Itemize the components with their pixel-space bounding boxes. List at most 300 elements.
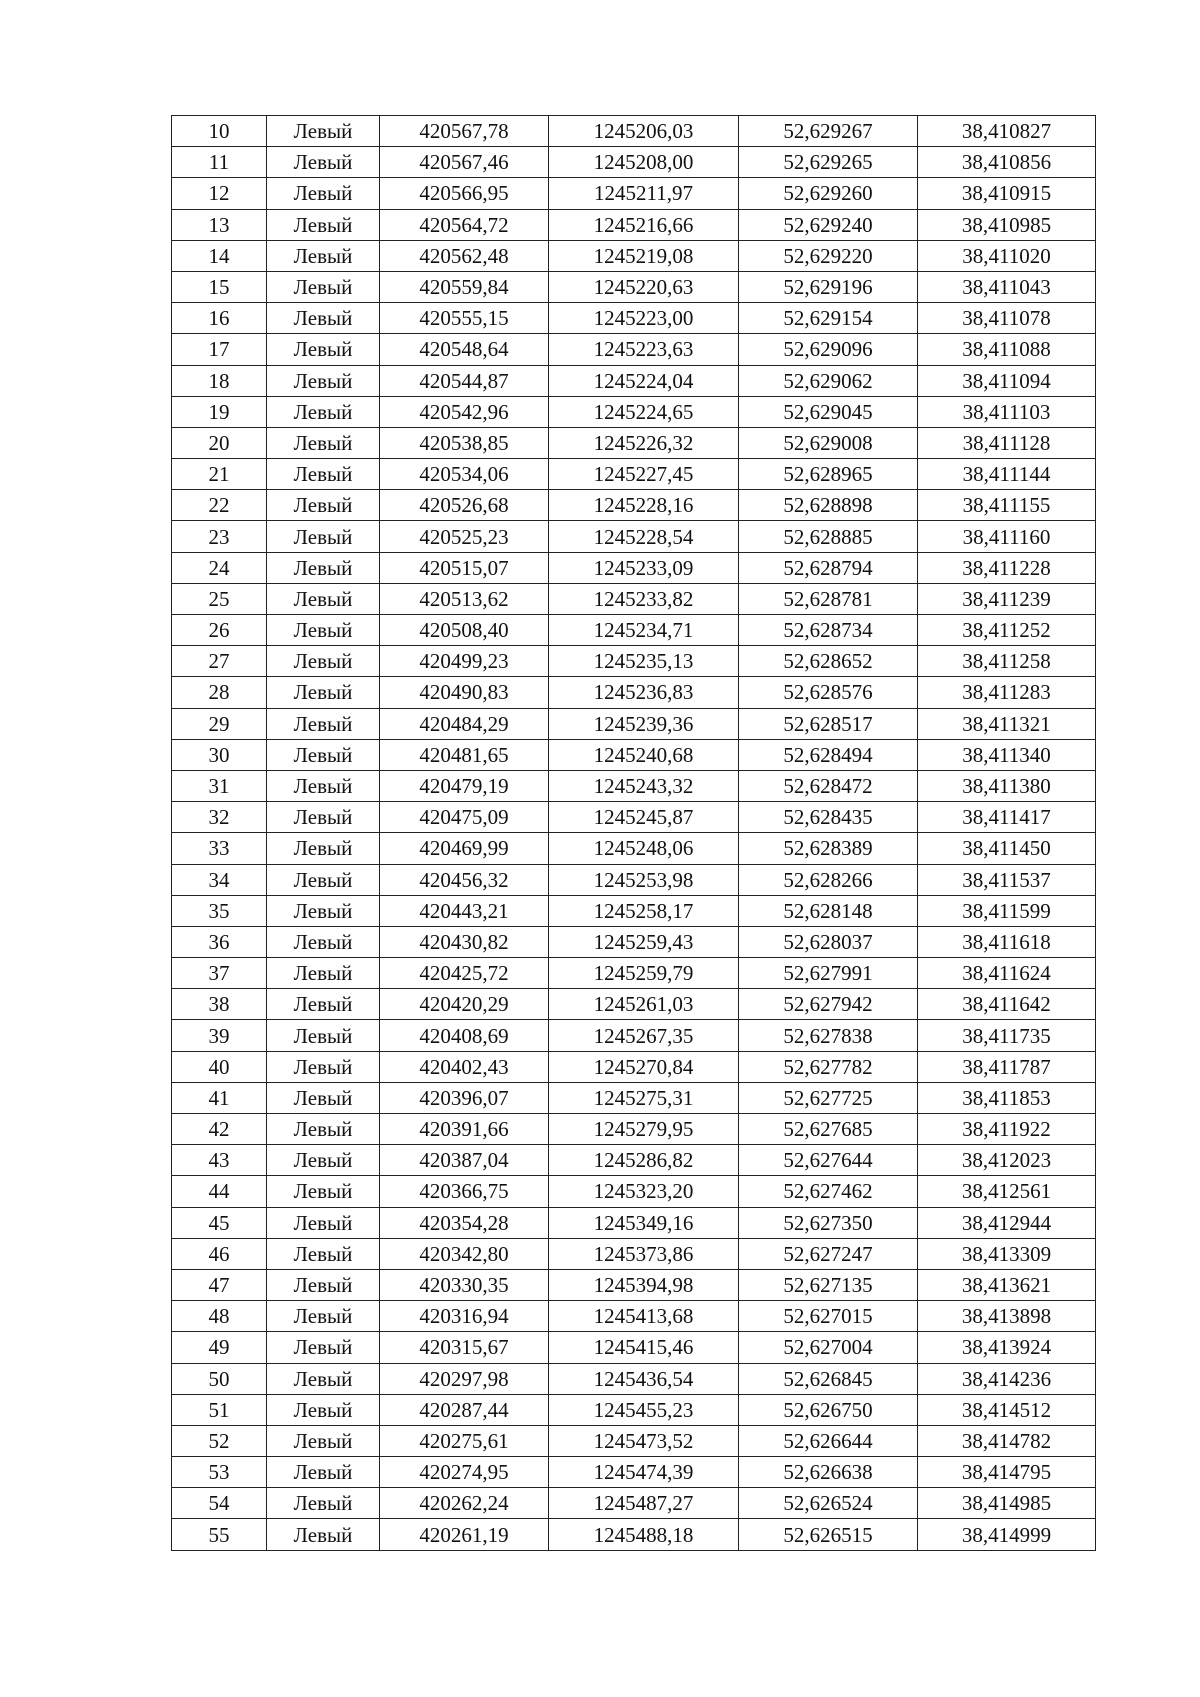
lon-cell: 38,411160 xyxy=(918,521,1096,552)
side-cell: Левый xyxy=(267,209,380,240)
table-row xyxy=(172,958,1096,989)
lat-cell: 52,629096 xyxy=(739,334,918,365)
table-row xyxy=(172,802,1096,833)
lon-cell: 38,411642 xyxy=(918,989,1096,1020)
lon-cell: 38,411283 xyxy=(918,677,1096,708)
table-row xyxy=(172,1488,1096,1519)
coord-y-cell: 1245211,97 xyxy=(549,178,739,209)
point-number-cell: 41 xyxy=(172,1082,267,1113)
coord-x-cell: 420567,78 xyxy=(380,116,549,147)
coord-x-cell: 420559,84 xyxy=(380,271,549,302)
lon-cell: 38,411228 xyxy=(918,552,1096,583)
lon-cell: 38,413621 xyxy=(918,1269,1096,1300)
lon-cell: 38,412023 xyxy=(918,1145,1096,1176)
point-number-cell: 21 xyxy=(172,459,267,490)
lat-cell: 52,628781 xyxy=(739,583,918,614)
lat-cell: 52,627685 xyxy=(739,1114,918,1145)
side-cell: Левый xyxy=(267,427,380,458)
table-row xyxy=(172,1082,1096,1113)
point-number-cell: 15 xyxy=(172,271,267,302)
side-cell: Левый xyxy=(267,1394,380,1425)
coord-y-cell: 1245233,09 xyxy=(549,552,739,583)
coord-x-cell: 420425,72 xyxy=(380,958,549,989)
lon-cell: 38,411450 xyxy=(918,833,1096,864)
side-cell: Левый xyxy=(267,958,380,989)
side-cell: Левый xyxy=(267,521,380,552)
point-number-cell: 36 xyxy=(172,926,267,957)
lon-cell: 38,411094 xyxy=(918,365,1096,396)
lat-cell: 52,627247 xyxy=(739,1238,918,1269)
lon-cell: 38,414985 xyxy=(918,1488,1096,1519)
point-number-cell: 51 xyxy=(172,1394,267,1425)
side-cell: Левый xyxy=(267,1238,380,1269)
table-row xyxy=(172,521,1096,552)
coord-y-cell: 1245258,17 xyxy=(549,895,739,926)
coord-y-cell: 1245227,45 xyxy=(549,459,739,490)
coord-y-cell: 1245474,39 xyxy=(549,1457,739,1488)
side-cell: Левый xyxy=(267,1488,380,1519)
lat-cell: 52,627725 xyxy=(739,1082,918,1113)
lon-cell: 38,414782 xyxy=(918,1425,1096,1456)
side-cell: Левый xyxy=(267,615,380,646)
table-row xyxy=(172,1363,1096,1394)
table-row xyxy=(172,209,1096,240)
point-number-cell: 18 xyxy=(172,365,267,396)
point-number-cell: 54 xyxy=(172,1488,267,1519)
lon-cell: 38,411380 xyxy=(918,770,1096,801)
table-row xyxy=(172,1425,1096,1456)
coord-y-cell: 1245394,98 xyxy=(549,1269,739,1300)
side-cell: Левый xyxy=(267,303,380,334)
point-number-cell: 17 xyxy=(172,334,267,365)
lat-cell: 52,627135 xyxy=(739,1269,918,1300)
coord-x-cell: 420287,44 xyxy=(380,1394,549,1425)
coord-y-cell: 1245219,08 xyxy=(549,240,739,271)
point-number-cell: 29 xyxy=(172,708,267,739)
lat-cell: 52,627942 xyxy=(739,989,918,1020)
table-row xyxy=(172,646,1096,677)
lat-cell: 52,628472 xyxy=(739,770,918,801)
point-number-cell: 47 xyxy=(172,1269,267,1300)
table-row xyxy=(172,926,1096,957)
table-row xyxy=(172,396,1096,427)
table-row xyxy=(172,583,1096,614)
coord-x-cell: 420538,85 xyxy=(380,427,549,458)
table-row xyxy=(172,1394,1096,1425)
side-cell: Левый xyxy=(267,1051,380,1082)
table-row xyxy=(172,490,1096,521)
coord-y-cell: 1245253,98 xyxy=(549,864,739,895)
lon-cell: 38,411321 xyxy=(918,708,1096,739)
lon-cell: 38,411922 xyxy=(918,1114,1096,1145)
lat-cell: 52,628885 xyxy=(739,521,918,552)
lon-cell: 38,411735 xyxy=(918,1020,1096,1051)
coord-y-cell: 1245226,32 xyxy=(549,427,739,458)
coord-y-cell: 1245323,20 xyxy=(549,1176,739,1207)
coord-x-cell: 420508,40 xyxy=(380,615,549,646)
lon-cell: 38,411340 xyxy=(918,739,1096,770)
table-row xyxy=(172,1114,1096,1145)
point-number-cell: 24 xyxy=(172,552,267,583)
coord-y-cell: 1245228,16 xyxy=(549,490,739,521)
table-row xyxy=(172,303,1096,334)
coord-y-cell: 1245234,71 xyxy=(549,615,739,646)
coord-x-cell: 420479,19 xyxy=(380,770,549,801)
point-number-cell: 40 xyxy=(172,1051,267,1082)
coordinates-table xyxy=(171,115,1096,1551)
lon-cell: 38,410827 xyxy=(918,116,1096,147)
lat-cell: 52,627991 xyxy=(739,958,918,989)
side-cell: Левый xyxy=(267,459,380,490)
lat-cell: 52,627462 xyxy=(739,1176,918,1207)
coord-x-cell: 420456,32 xyxy=(380,864,549,895)
table-row xyxy=(172,1238,1096,1269)
table-row xyxy=(172,147,1096,178)
point-number-cell: 50 xyxy=(172,1363,267,1394)
coord-x-cell: 420526,68 xyxy=(380,490,549,521)
coordinates-table-body xyxy=(172,116,1096,1551)
point-number-cell: 28 xyxy=(172,677,267,708)
coord-x-cell: 420261,19 xyxy=(380,1519,549,1550)
lon-cell: 38,414512 xyxy=(918,1394,1096,1425)
side-cell: Левый xyxy=(267,1145,380,1176)
table-row xyxy=(172,1051,1096,1082)
coord-x-cell: 420387,04 xyxy=(380,1145,549,1176)
side-cell: Левый xyxy=(267,365,380,396)
point-number-cell: 27 xyxy=(172,646,267,677)
side-cell: Левый xyxy=(267,334,380,365)
table-row xyxy=(172,677,1096,708)
table-row xyxy=(172,1457,1096,1488)
coord-x-cell: 420366,75 xyxy=(380,1176,549,1207)
table-row xyxy=(172,334,1096,365)
side-cell: Левый xyxy=(267,178,380,209)
side-cell: Левый xyxy=(267,770,380,801)
lon-cell: 38,411618 xyxy=(918,926,1096,957)
point-number-cell: 55 xyxy=(172,1519,267,1550)
lat-cell: 52,626750 xyxy=(739,1394,918,1425)
side-cell: Левый xyxy=(267,895,380,926)
coord-y-cell: 1245373,86 xyxy=(549,1238,739,1269)
coord-y-cell: 1245240,68 xyxy=(549,739,739,770)
table-row xyxy=(172,552,1096,583)
table-row xyxy=(172,708,1096,739)
coord-y-cell: 1245208,00 xyxy=(549,147,739,178)
coord-y-cell: 1245349,16 xyxy=(549,1207,739,1238)
table-row xyxy=(172,615,1096,646)
coord-x-cell: 420490,83 xyxy=(380,677,549,708)
coord-x-cell: 420564,72 xyxy=(380,209,549,240)
coord-x-cell: 420525,23 xyxy=(380,521,549,552)
table-row xyxy=(172,178,1096,209)
coord-x-cell: 420481,65 xyxy=(380,739,549,770)
lat-cell: 52,629196 xyxy=(739,271,918,302)
coord-y-cell: 1245228,54 xyxy=(549,521,739,552)
side-cell: Левый xyxy=(267,240,380,271)
side-cell: Левый xyxy=(267,552,380,583)
lon-cell: 38,411078 xyxy=(918,303,1096,334)
table-row xyxy=(172,1020,1096,1051)
side-cell: Левый xyxy=(267,802,380,833)
coord-y-cell: 1245223,63 xyxy=(549,334,739,365)
point-number-cell: 30 xyxy=(172,739,267,770)
coord-y-cell: 1245413,68 xyxy=(549,1301,739,1332)
table-row xyxy=(172,989,1096,1020)
coord-x-cell: 420402,43 xyxy=(380,1051,549,1082)
lat-cell: 52,626845 xyxy=(739,1363,918,1394)
lon-cell: 38,411239 xyxy=(918,583,1096,614)
coord-y-cell: 1245233,82 xyxy=(549,583,739,614)
point-number-cell: 11 xyxy=(172,147,267,178)
lon-cell: 38,413924 xyxy=(918,1332,1096,1363)
coord-x-cell: 420315,67 xyxy=(380,1332,549,1363)
table-row xyxy=(172,271,1096,302)
side-cell: Левый xyxy=(267,833,380,864)
coord-x-cell: 420542,96 xyxy=(380,396,549,427)
side-cell: Левый xyxy=(267,926,380,957)
point-number-cell: 44 xyxy=(172,1176,267,1207)
lat-cell: 52,629220 xyxy=(739,240,918,271)
coord-y-cell: 1245224,65 xyxy=(549,396,739,427)
coord-x-cell: 420330,35 xyxy=(380,1269,549,1300)
lat-cell: 52,626638 xyxy=(739,1457,918,1488)
table-row xyxy=(172,1332,1096,1363)
lat-cell: 52,628794 xyxy=(739,552,918,583)
side-cell: Левый xyxy=(267,646,380,677)
lon-cell: 38,410915 xyxy=(918,178,1096,209)
table-row xyxy=(172,1269,1096,1300)
coord-y-cell: 1245267,35 xyxy=(549,1020,739,1051)
side-cell: Левый xyxy=(267,1301,380,1332)
table-row xyxy=(172,1176,1096,1207)
lat-cell: 52,628965 xyxy=(739,459,918,490)
side-cell: Левый xyxy=(267,1082,380,1113)
lon-cell: 38,411155 xyxy=(918,490,1096,521)
side-cell: Левый xyxy=(267,1363,380,1394)
coord-x-cell: 420408,69 xyxy=(380,1020,549,1051)
lat-cell: 52,627838 xyxy=(739,1020,918,1051)
table-row xyxy=(172,833,1096,864)
point-number-cell: 35 xyxy=(172,895,267,926)
coord-x-cell: 420342,80 xyxy=(380,1238,549,1269)
coord-y-cell: 1245275,31 xyxy=(549,1082,739,1113)
lon-cell: 38,411252 xyxy=(918,615,1096,646)
point-number-cell: 37 xyxy=(172,958,267,989)
coord-y-cell: 1245224,04 xyxy=(549,365,739,396)
side-cell: Левый xyxy=(267,677,380,708)
coord-y-cell: 1245455,23 xyxy=(549,1394,739,1425)
point-number-cell: 49 xyxy=(172,1332,267,1363)
point-number-cell: 52 xyxy=(172,1425,267,1456)
point-number-cell: 22 xyxy=(172,490,267,521)
side-cell: Левый xyxy=(267,739,380,770)
lon-cell: 38,411043 xyxy=(918,271,1096,302)
point-number-cell: 19 xyxy=(172,396,267,427)
point-number-cell: 26 xyxy=(172,615,267,646)
lon-cell: 38,411537 xyxy=(918,864,1096,895)
lon-cell: 38,411417 xyxy=(918,802,1096,833)
lat-cell: 52,626524 xyxy=(739,1488,918,1519)
side-cell: Левый xyxy=(267,116,380,147)
coord-x-cell: 420443,21 xyxy=(380,895,549,926)
lat-cell: 52,626644 xyxy=(739,1425,918,1456)
side-cell: Левый xyxy=(267,490,380,521)
lat-cell: 52,628734 xyxy=(739,615,918,646)
lon-cell: 38,412944 xyxy=(918,1207,1096,1238)
coord-x-cell: 420548,64 xyxy=(380,334,549,365)
point-number-cell: 46 xyxy=(172,1238,267,1269)
lat-cell: 52,629265 xyxy=(739,147,918,178)
lon-cell: 38,411787 xyxy=(918,1051,1096,1082)
table-row xyxy=(172,427,1096,458)
coord-x-cell: 420513,62 xyxy=(380,583,549,614)
coord-y-cell: 1245261,03 xyxy=(549,989,739,1020)
lon-cell: 38,411020 xyxy=(918,240,1096,271)
side-cell: Левый xyxy=(267,1207,380,1238)
lon-cell: 38,413309 xyxy=(918,1238,1096,1269)
lat-cell: 52,626515 xyxy=(739,1519,918,1550)
coord-x-cell: 420567,46 xyxy=(380,147,549,178)
coord-x-cell: 420475,09 xyxy=(380,802,549,833)
point-number-cell: 43 xyxy=(172,1145,267,1176)
side-cell: Левый xyxy=(267,1269,380,1300)
coord-x-cell: 420316,94 xyxy=(380,1301,549,1332)
point-number-cell: 13 xyxy=(172,209,267,240)
coord-x-cell: 420534,06 xyxy=(380,459,549,490)
side-cell: Левый xyxy=(267,1020,380,1051)
lat-cell: 52,627004 xyxy=(739,1332,918,1363)
point-number-cell: 42 xyxy=(172,1114,267,1145)
point-number-cell: 32 xyxy=(172,802,267,833)
coord-y-cell: 1245220,63 xyxy=(549,271,739,302)
point-number-cell: 48 xyxy=(172,1301,267,1332)
lat-cell: 52,629260 xyxy=(739,178,918,209)
point-number-cell: 23 xyxy=(172,521,267,552)
coord-x-cell: 420275,61 xyxy=(380,1425,549,1456)
coord-y-cell: 1245206,03 xyxy=(549,116,739,147)
coord-y-cell: 1245235,13 xyxy=(549,646,739,677)
coord-x-cell: 420555,15 xyxy=(380,303,549,334)
lat-cell: 52,629240 xyxy=(739,209,918,240)
point-number-cell: 20 xyxy=(172,427,267,458)
table-row xyxy=(172,1301,1096,1332)
lon-cell: 38,411103 xyxy=(918,396,1096,427)
coord-y-cell: 1245243,32 xyxy=(549,770,739,801)
lat-cell: 52,628266 xyxy=(739,864,918,895)
coord-x-cell: 420566,95 xyxy=(380,178,549,209)
lat-cell: 52,627015 xyxy=(739,1301,918,1332)
table-row xyxy=(172,1207,1096,1238)
lon-cell: 38,411144 xyxy=(918,459,1096,490)
lat-cell: 52,629267 xyxy=(739,116,918,147)
table-row xyxy=(172,739,1096,770)
coord-y-cell: 1245245,87 xyxy=(549,802,739,833)
lat-cell: 52,628494 xyxy=(739,739,918,770)
lat-cell: 52,629154 xyxy=(739,303,918,334)
side-cell: Левый xyxy=(267,583,380,614)
point-number-cell: 31 xyxy=(172,770,267,801)
lat-cell: 52,628517 xyxy=(739,708,918,739)
table-row xyxy=(172,770,1096,801)
coord-y-cell: 1245279,95 xyxy=(549,1114,739,1145)
side-cell: Левый xyxy=(267,1519,380,1550)
point-number-cell: 10 xyxy=(172,116,267,147)
lat-cell: 52,628898 xyxy=(739,490,918,521)
coord-y-cell: 1245270,84 xyxy=(549,1051,739,1082)
table-row xyxy=(172,895,1096,926)
lon-cell: 38,410985 xyxy=(918,209,1096,240)
point-number-cell: 14 xyxy=(172,240,267,271)
coord-x-cell: 420515,07 xyxy=(380,552,549,583)
coord-y-cell: 1245415,46 xyxy=(549,1332,739,1363)
point-number-cell: 38 xyxy=(172,989,267,1020)
side-cell: Левый xyxy=(267,396,380,427)
lat-cell: 52,628435 xyxy=(739,802,918,833)
lat-cell: 52,629062 xyxy=(739,365,918,396)
coord-x-cell: 420391,66 xyxy=(380,1114,549,1145)
coord-y-cell: 1245223,00 xyxy=(549,303,739,334)
lat-cell: 52,628037 xyxy=(739,926,918,957)
lat-cell: 52,628148 xyxy=(739,895,918,926)
coord-x-cell: 420469,99 xyxy=(380,833,549,864)
side-cell: Левый xyxy=(267,1332,380,1363)
lat-cell: 52,629045 xyxy=(739,396,918,427)
side-cell: Левый xyxy=(267,864,380,895)
side-cell: Левый xyxy=(267,147,380,178)
coord-y-cell: 1245239,36 xyxy=(549,708,739,739)
lat-cell: 52,629008 xyxy=(739,427,918,458)
table-row xyxy=(172,864,1096,895)
point-number-cell: 16 xyxy=(172,303,267,334)
side-cell: Левый xyxy=(267,1114,380,1145)
lon-cell: 38,414999 xyxy=(918,1519,1096,1550)
coord-y-cell: 1245216,66 xyxy=(549,209,739,240)
table-row xyxy=(172,1145,1096,1176)
point-number-cell: 39 xyxy=(172,1020,267,1051)
lon-cell: 38,413898 xyxy=(918,1301,1096,1332)
lon-cell: 38,410856 xyxy=(918,147,1096,178)
coord-y-cell: 1245259,79 xyxy=(549,958,739,989)
point-number-cell: 33 xyxy=(172,833,267,864)
lon-cell: 38,411258 xyxy=(918,646,1096,677)
coord-x-cell: 420499,23 xyxy=(380,646,549,677)
lat-cell: 52,628389 xyxy=(739,833,918,864)
side-cell: Левый xyxy=(267,989,380,1020)
table-row xyxy=(172,1519,1096,1550)
lat-cell: 52,627644 xyxy=(739,1145,918,1176)
coord-x-cell: 420297,98 xyxy=(380,1363,549,1394)
coord-y-cell: 1245473,52 xyxy=(549,1425,739,1456)
point-number-cell: 12 xyxy=(172,178,267,209)
coord-x-cell: 420274,95 xyxy=(380,1457,549,1488)
coord-y-cell: 1245259,43 xyxy=(549,926,739,957)
coord-y-cell: 1245236,83 xyxy=(549,677,739,708)
coord-x-cell: 420420,29 xyxy=(380,989,549,1020)
lat-cell: 52,628576 xyxy=(739,677,918,708)
lon-cell: 38,411624 xyxy=(918,958,1096,989)
lon-cell: 38,411853 xyxy=(918,1082,1096,1113)
coord-x-cell: 420396,07 xyxy=(380,1082,549,1113)
lon-cell: 38,411088 xyxy=(918,334,1096,365)
lat-cell: 52,628652 xyxy=(739,646,918,677)
coord-x-cell: 420544,87 xyxy=(380,365,549,396)
table-row xyxy=(172,116,1096,147)
point-number-cell: 45 xyxy=(172,1207,267,1238)
lon-cell: 38,411128 xyxy=(918,427,1096,458)
side-cell: Левый xyxy=(267,708,380,739)
table-row xyxy=(172,459,1096,490)
side-cell: Левый xyxy=(267,1176,380,1207)
